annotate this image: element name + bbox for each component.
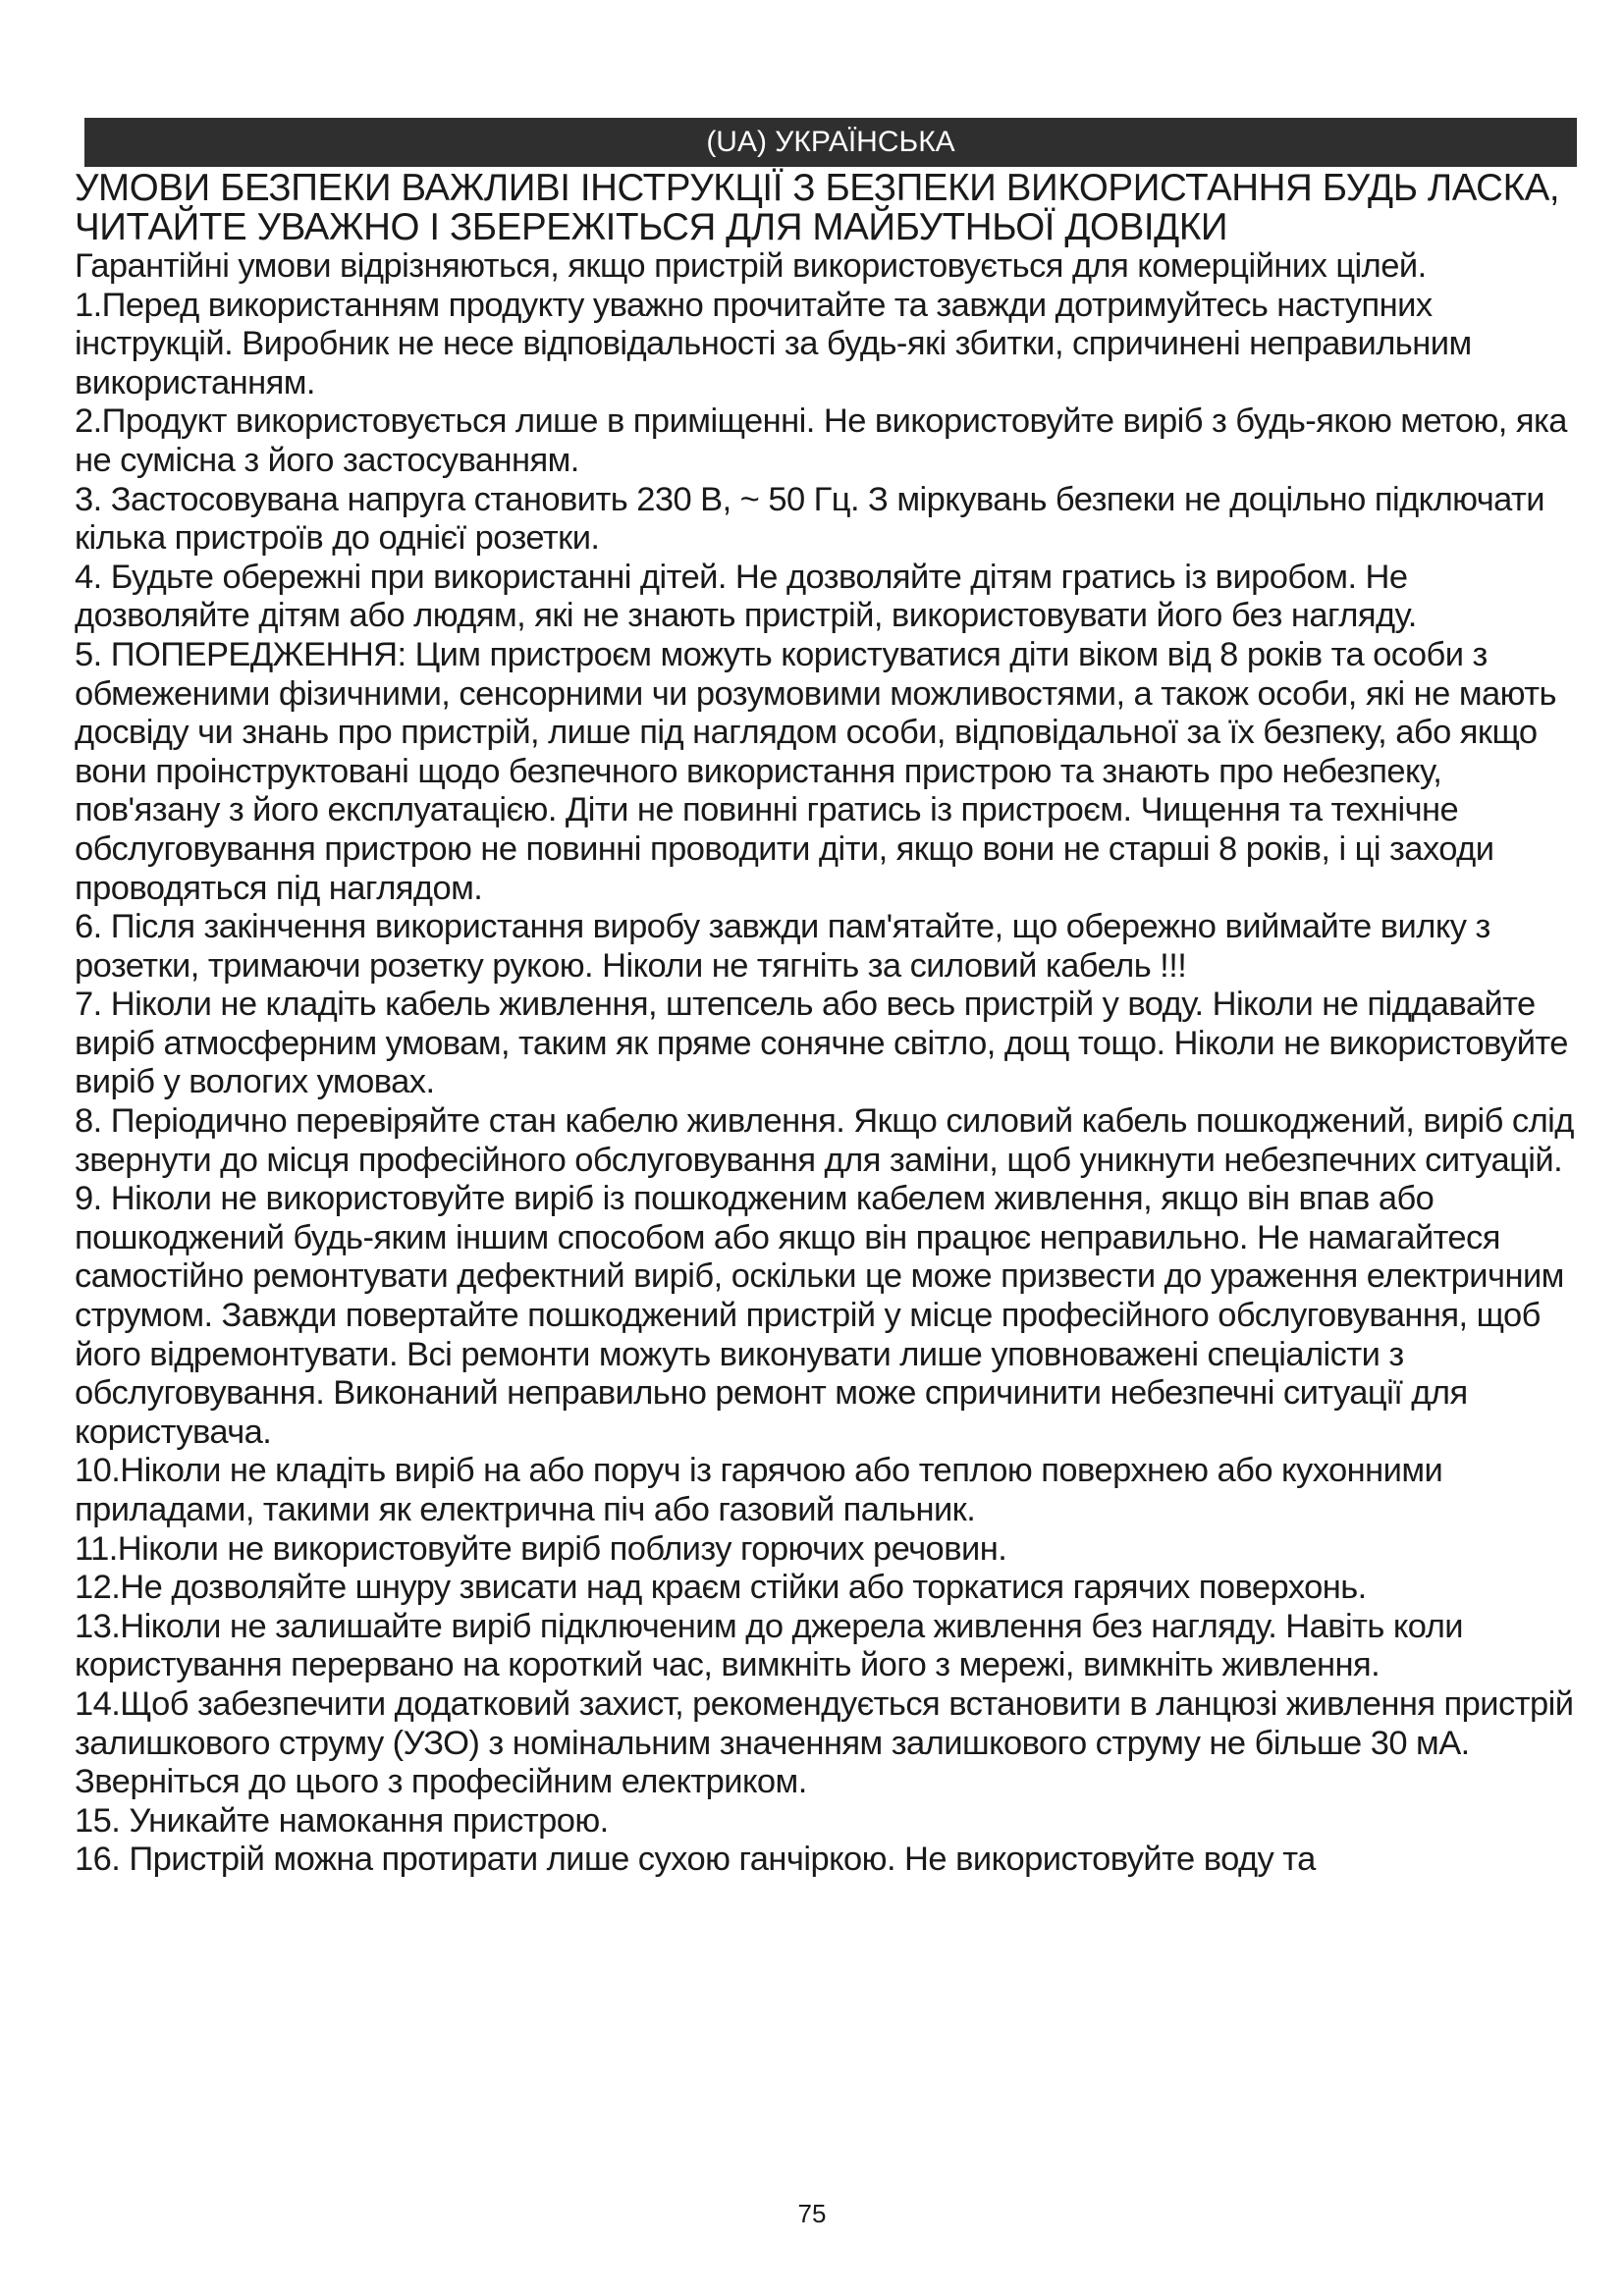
- instruction-item-1: 1.Перед використанням продукту уважно прочитайте та завжди дотримуйтесь наступних інструкцій. Виробник не несе відповідальності за будь-які збитки, спричинені неправильним використанням.: [75, 286, 1472, 401]
- instruction-item-12: 12.Не дозволяйте шнуру звисати над краєм стійки або торкатися гарячих поверхонь.: [75, 1569, 1367, 1607]
- safety-instructions: [75, 169, 1587, 1880]
- page-number: 75: [797, 2199, 827, 2228]
- document-title: УМОВИ БЕЗПЕКИ ВАЖЛИВІ ІНСТРУКЦІЇ З БЕЗПЕКИ ВИКОРИСТАННЯ БУДЬ ЛАСКА, ЧИТАЙТЕ УВАЖНО І ЗБЕРЕЖІТЬСЯ ДЛЯ МАЙБУТНЬОЇ ДОВІДКИ: [75, 167, 1560, 248]
- language-header-bar: [84, 118, 1577, 167]
- instruction-item-8: 8. Періодично перевіряйте стан кабелю живлення. Якщо силовий кабель пошкоджений, виріб слід звернути до місця професійного обслуговування для заміни, щоб уникнути небезпечних ситуацій.: [75, 1102, 1574, 1179]
- instruction-item-13: 13.Ніколи не залишайте виріб підключеним до джерела живлення без нагляду. Навіть коли користування перервано на короткий час, вимкніть його з мережі, вимкніть живлення.: [75, 1607, 1463, 1684]
- instruction-item-16: 16. Пристрій можна протирати лише сухою ганчіркою. Не використовуйте воду та: [75, 1841, 1316, 1879]
- instruction-item-14: 14.Щоб забезпечити додатковий захист, рекомендується встановити в ланцюзі живлення пристрій залишкового струму (УЗО) з номінальним значенням залишкового струму не більше 30 мА. Зверніться до цього з професійним електриком.: [75, 1684, 1574, 1801]
- language-label: (UA) УКРАЇНСЬКА: [706, 126, 955, 158]
- instruction-item-3: 3. Застосовувана напруга становить 230 В, ~ 50 Гц. З міркувань безпеки не доцільно підключати кілька пристроїв до однієї розетки.: [75, 480, 1545, 558]
- instruction-item-6: 6. Після закінчення використання виробу завжди пам'ятайте, що обережно виймайте вилку з розетки, тримаючи розетку рукою. Ніколи не тягніть за силовий кабель !!!: [75, 908, 1490, 985]
- instruction-item-15: 15. Уникайте намокання пристрою.: [75, 1801, 609, 1840]
- instruction-item-4: 4. Будьте обережні при використанні дітей. Не дозволяйте дітям гратись із виробом. Не дозволяйте дітям або людям, які не знають пристрій, використовувати його без нагляду.: [75, 558, 1417, 635]
- warranty-note: Гарантійні умови відрізняються, якщо пристрій використовується для комерційних цілей.: [75, 247, 1427, 285]
- instruction-item-9: 9. Ніколи не використовуйте виріб із пошкодженим кабелем живлення, якщо він впав або пошкоджений будь-яким іншим способом або якщо він працює неправильно. Не намагайтеся самостійно ремонтувати дефектний виріб, оскільки це може призвести до ураження електричним струмом. Завжди повертайте пошкоджений пристрій у місце професійного обслуговування, щоб його відремонтувати. Всі ремонти можуть виконувати лише уповноважені спеціалісти з обслуговування. Виконаний неправильно ремонт може спричинити небезпечні ситуації для користувача.: [75, 1180, 1564, 1451]
- instruction-item-2: 2.Продукт використовується лише в приміщенні. Не використовуйте виріб з будь-якою метою, яка не сумісна з його застосуванням.: [75, 402, 1567, 479]
- instruction-item-10: 10.Ніколи не кладіть виріб на або поруч із гарячою або теплою поверхнею або кухонними приладами, такими як електрична піч або газовий пальник.: [75, 1452, 1443, 1528]
- instruction-item-7: 7. Ніколи не кладіть кабель живлення, штепсель або весь пристрій у воду. Ніколи не піддавайте виріб атмосферним умовам, таким як пряме сонячне світло, дощ тощо. Ніколи не використовуйте виріб у вологих умовах.: [75, 986, 1568, 1101]
- instruction-item-11: 11.Ніколи не використовуйте виріб поблизу горючих речовин.: [75, 1529, 1007, 1568]
- instruction-item-5: 5. ПОПЕРЕДЖЕННЯ: Цим пристроєм можуть користуватися діти віком від 8 років та особи з обмеженими фізичними, сенсорними чи розумовими можливостями, а також особи, які не мають досвіду чи знань про пристрій, лише під наглядом особи, відповідальної за їх безпеку, або якщо вони проінструктовані щодо безпечного використання пристрою та знають про небезпеку, пов'язану з його експлуатацією. Діти не повинні гратись із пристроєм. Чищення та технічне обслуговування пристрою не повинні проводити діти, якщо вони не старші 8 років, і ці заходи проводяться під наглядом.: [75, 635, 1556, 907]
